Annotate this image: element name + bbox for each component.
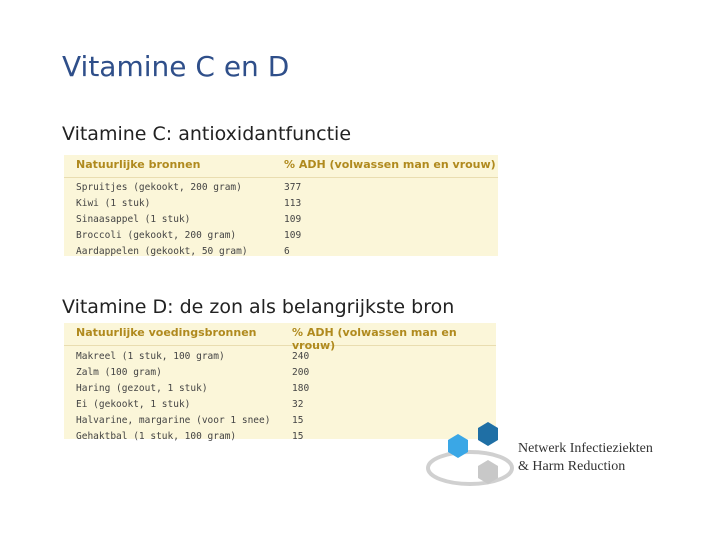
adh-cell: 377: [284, 182, 302, 193]
source-cell: Aardappelen (gekookt, 50 gram): [76, 246, 248, 257]
logo-line-2: & Harm Reduction: [518, 459, 626, 474]
table-row: [64, 397, 496, 413]
slide-title: Vitamine C en D: [62, 50, 290, 83]
adh-cell: 6: [284, 246, 290, 257]
organization-logo: [420, 420, 690, 500]
table-header: [64, 323, 496, 352]
vitamin-c-heading: Vitamine C: antioxidantfunctie: [62, 123, 352, 145]
source-cell: Ei (gekookt, 1 stuk): [76, 399, 191, 410]
table-row: [64, 212, 498, 228]
adh-cell: 109: [284, 230, 302, 241]
source-cell: Makreel (1 stuk, 100 gram): [76, 351, 225, 362]
table-row: [64, 381, 496, 397]
adh-cell: 109: [284, 214, 302, 225]
adh-cell: 240: [292, 351, 310, 362]
adh-cell: 32: [292, 399, 304, 410]
source-cell: Sinaasappel (1 stuk): [76, 214, 191, 225]
table-row: [64, 349, 496, 365]
source-cell: Haring (gezout, 1 stuk): [76, 383, 208, 394]
hexagon-logo-icon: [420, 420, 520, 500]
logo-text: [518, 440, 653, 476]
dark-blue-hexagon: [478, 422, 498, 446]
table-header: [64, 155, 498, 178]
column-header-sources: Natuurlijke voedingsbronnen: [76, 326, 257, 339]
table-row: [64, 244, 498, 260]
column-header-sources: Natuurlijke bronnen: [76, 158, 201, 171]
source-cell: Gehaktbal (1 stuk, 100 gram): [76, 431, 237, 442]
vitamin-d-heading: Vitamine D: de zon als belangrijkste bron: [62, 296, 455, 318]
table-row: [64, 180, 498, 196]
table-row: [64, 365, 496, 381]
adh-cell: 200: [292, 367, 310, 378]
source-cell: Kiwi (1 stuk): [76, 198, 151, 209]
column-header-adh: % ADH (volwassen man en vrouw): [284, 158, 496, 171]
source-cell: Halvarine, margarine (voor 1 snee): [76, 415, 271, 426]
source-cell: Broccoli (gekookt, 200 gram): [76, 230, 237, 241]
vitamin-c-table: [64, 155, 498, 256]
source-cell: Zalm (100 gram): [76, 367, 162, 378]
source-cell: Spruitjes (gekookt, 200 gram): [76, 182, 242, 193]
adh-cell: 180: [292, 383, 310, 394]
table-row: [64, 196, 498, 212]
adh-cell: 15: [292, 415, 304, 426]
adh-cell: 15: [292, 431, 304, 442]
logo-line-1: Netwerk Infectieziekten: [518, 441, 653, 456]
column-header-adh: % ADH (volwassen man en vrouw): [292, 326, 457, 352]
table-row: [64, 228, 498, 244]
adh-cell: 113: [284, 198, 302, 209]
